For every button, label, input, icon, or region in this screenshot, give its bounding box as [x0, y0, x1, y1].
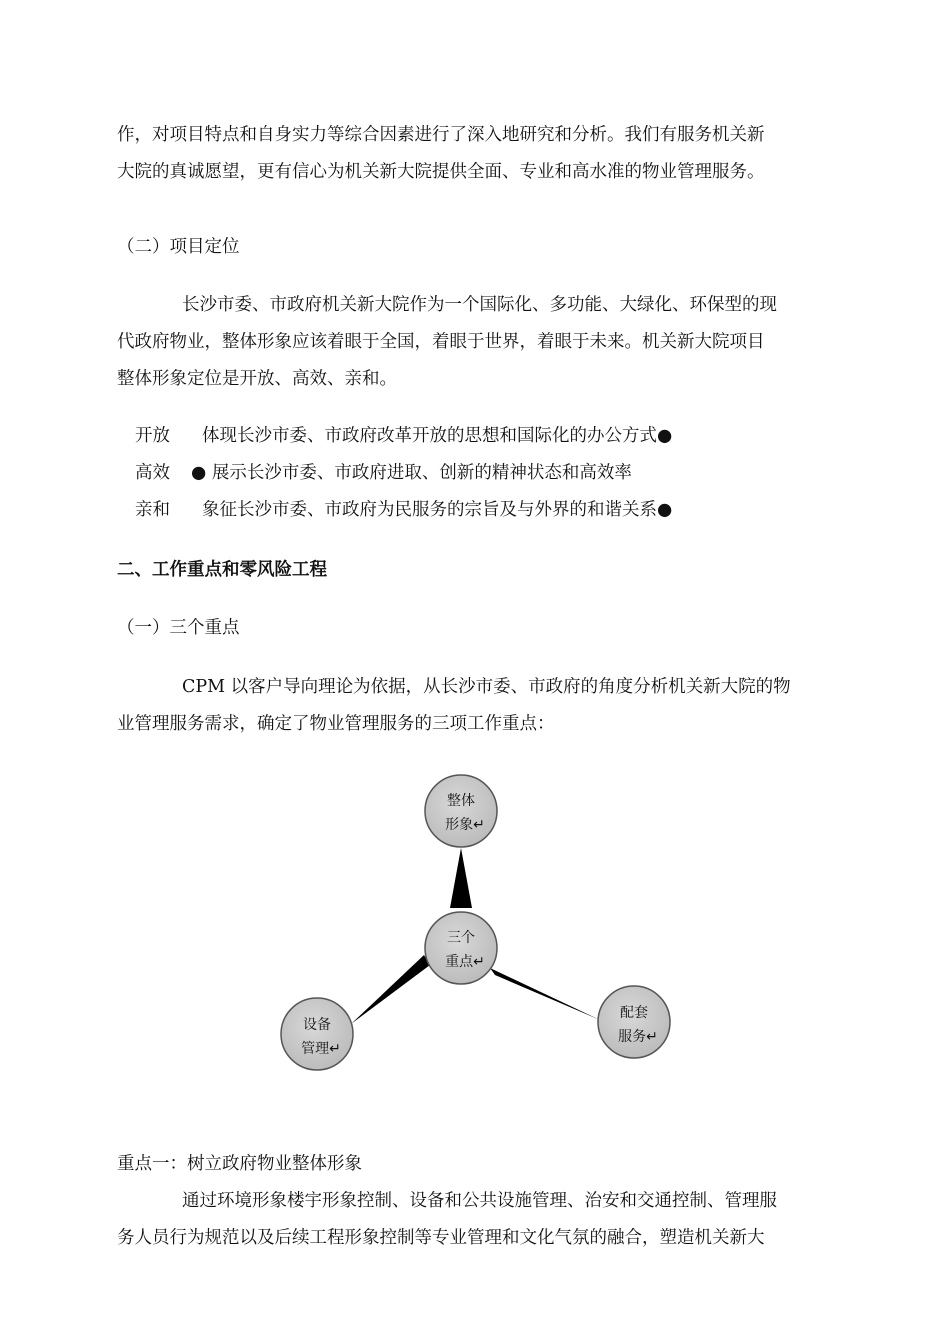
- focus-one-heading: 重点一：树立政府物业整体形象: [117, 1154, 362, 1174]
- positioning-item-desc: 体现长沙市委、市政府改革开放的思想和国际化的办公方式●: [202, 426, 673, 446]
- node-left: [281, 998, 353, 1070]
- positioning-item-term: 高效: [135, 463, 170, 483]
- node-right-line-1: 配套: [620, 1005, 648, 1021]
- focus-one-para-line-1: 通过环境形象楼宇形象控制、设备和公共设施管理、治安和交通控制、管理服: [182, 1191, 777, 1211]
- node-center: [425, 912, 497, 984]
- positioning-para-line-3: 整体形象定位是开放、高效、亲和。: [117, 369, 397, 389]
- connector-left: [351, 955, 430, 1024]
- node-top-line-2: 形象↵: [445, 817, 485, 833]
- positioning-item-desc: 象征长沙市委、市政府为民服务的宗旨及与外界的和谐关系●: [202, 500, 673, 520]
- connector-top: [450, 848, 472, 908]
- node-top: [425, 775, 497, 847]
- node-right: [598, 986, 670, 1058]
- three-focus-para-line-1: CPM 以客户导向理论为依据，从长沙市委、市政府的角度分析机关新大院的物: [182, 677, 791, 697]
- node-left-line-1: 设备: [303, 1017, 331, 1033]
- positioning-item-term: 亲和: [135, 500, 170, 520]
- three-focus-heading: （一）三个重点: [117, 618, 240, 638]
- positioning-item-term: 开放: [135, 426, 170, 446]
- positioning-heading: （二）项目定位: [117, 237, 240, 257]
- three-focus-para-line-2: 业管理服务需求，确定了物业管理服务的三项工作重点：: [117, 714, 555, 734]
- section-two-heading: 二、工作重点和零风险工程: [117, 560, 327, 580]
- connector-right: [490, 968, 600, 1020]
- node-top-line-1: 整体: [447, 793, 475, 809]
- node-center-line-1: 三个: [447, 930, 475, 946]
- node-right-line-2: 服务↵: [618, 1029, 658, 1045]
- intro-line-1: 作，对项目特点和自身实力等综合因素进行了深入地研究和分析。我们有服务机关新: [117, 125, 765, 145]
- positioning-para-line-2: 代政府物业，整体形象应该着眼于全国，着眼于世界，着眼于未来。机关新大院项目: [117, 332, 765, 352]
- positioning-para-line-1: 长沙市委、市政府机关新大院作为一个国际化、多功能、大绿化、环保型的现: [182, 295, 777, 315]
- node-center-line-2: 重点↵: [445, 954, 485, 970]
- positioning-item-desc: ● 展示长沙市委、市政府进取、创新的精神状态和高效率: [191, 463, 632, 483]
- intro-line-2: 大院的真诚愿望，更有信心为机关新大院提供全面、专业和高水准的物业管理服务。: [117, 162, 765, 182]
- node-left-line-2: 管理↵: [301, 1041, 341, 1057]
- focus-one-para-line-2: 务人员行为规范以及后续工程形象控制等专业管理和文化气氛的融合，塑造机关新大: [117, 1228, 765, 1248]
